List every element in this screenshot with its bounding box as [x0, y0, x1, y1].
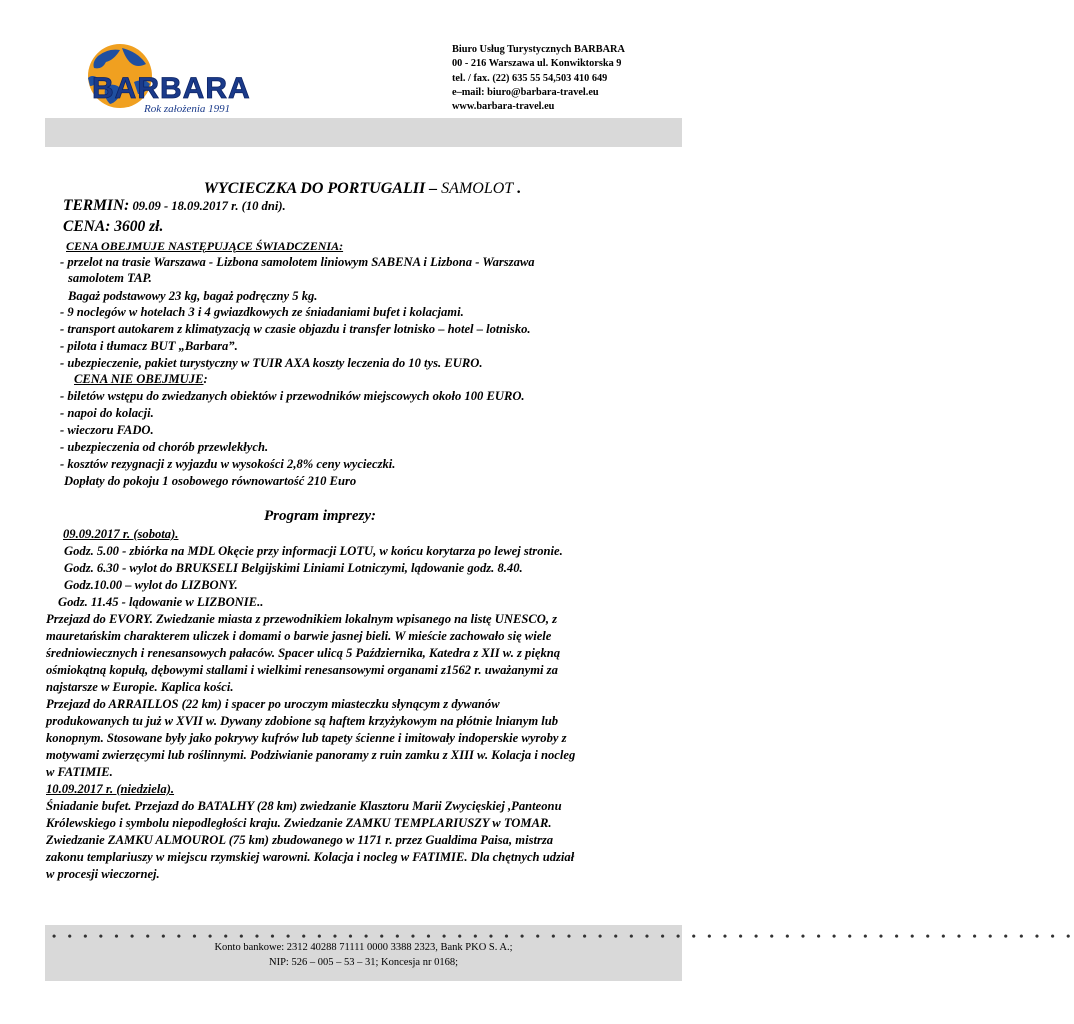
day1-line: Godz.10.00 – wylot do LIZBONY. — [64, 578, 238, 592]
day1-line: najstarsze w Europie. Kaplica kości. — [46, 680, 234, 694]
agency-website[interactable]: www.barbara-travel.eu — [452, 101, 555, 113]
day1-line: w FATIMIE. — [46, 765, 113, 779]
include-item: - 9 noclegów w hotelach 3 i 4 gwiazdkowych ze śniadaniami bufet i kolacjami. — [60, 305, 464, 319]
price: CENA: 3600 zł. — [63, 218, 164, 235]
day2-line: Zwiedzanie ZAMKU ALMOUROL (75 km) zbudowanego w 1171 r. przez Gualdima Paisa, mistrza — [46, 833, 554, 847]
day2-date: 10.09.2017 r. (niedziela). — [46, 782, 175, 796]
header-divider-bar — [45, 118, 682, 147]
agency-name: Biuro Usług Turystycznych BARBARA — [452, 44, 625, 55]
includes-header: CENA OBEJMUJE NASTĘPUJĄCE ŚWIADCZENIA: — [66, 239, 344, 253]
agency-phone: tel. / fax. (22) 635 55 54,503 410 649 — [452, 72, 608, 84]
day2-line: Królewskiego i symbolu niepodległości kraju. Zwiedzanie ZAMKU TEMPLARIUSZY w TOMAR. — [46, 816, 552, 830]
include-item: - pilota i tłumacz BUT „Barbara”. — [60, 339, 238, 353]
title-transport: SAMOLOT — [441, 180, 514, 197]
agency-contact — [452, 43, 625, 114]
day1-line: Przejazd do ARRAILLOS (22 km) i spacer po uroczym miasteczku słynącym z dywanów — [46, 697, 500, 711]
single-room-supplement: Dopłaty do pokoju 1 osobowego równowartość 210 Euro — [64, 474, 357, 488]
program-title: Program imprezy: — [263, 508, 377, 524]
day1-line: produkowanych tu już w XVII w. Dywany zdobione są haftem krzyżykowym na płótnie lnianym lub — [46, 714, 559, 728]
termin-value: 09.09 - 18.09.2017 r. (10 dni). — [129, 199, 286, 213]
include-item: - ubezpieczenie, pakiet turystyczny w TUIR AXA koszty leczenia do 10 tys. EURO. — [60, 356, 483, 370]
day1-line: Godz. 6.30 - wylot do BRUKSELI Belgijskimi Liniami Lotniczymi, lądowanie godz. 8.40. — [64, 561, 523, 575]
day2-line: w procesji wieczornej. — [46, 867, 160, 881]
agency-address: 00 - 216 Warszawa ul. Konwiktorska 9 — [452, 58, 622, 70]
barbara-logo — [62, 38, 272, 118]
footer-info — [45, 940, 682, 970]
logo-tagline: Rok założenia 1991 — [144, 103, 231, 115]
day1-line: Godz. 5.00 - zbiórka na MDL Okęcie przy informacji LOTU, w końcu korytarza po lewej stronie. — [64, 544, 563, 558]
include-item: Bagaż podstawowy 23 kg, bagaż podręczny 5 kg. — [68, 289, 318, 303]
day1-line: Przejazd do EVORY. Zwiedzanie miasta z przewodnikiem lokalnym wpisanego na listę UNESCO, z — [46, 612, 558, 626]
termin-line — [63, 198, 286, 214]
include-item: - transport autokarem z klimatyzacją w czasie objazdu i transfer lotnisko – hotel – lotnisko. — [60, 322, 531, 336]
day1-line: ośmiokątną kopułą, dębowymi stallami i wielkimi renesansowymi organami z1562 r. uważanymi za — [46, 663, 558, 677]
include-item: - przelot na trasie Warszawa - Lizbona samolotem liniowym SABENA i Lizbona - Warszawa — [60, 255, 535, 269]
footer-nip-license: NIP: 526 – 005 – 53 – 31; Koncesja nr 0168; — [269, 957, 458, 968]
exclude-item: - biletów wstępu do zwiedzanych obiektów i przewodników miejscowych około 100 EURO. — [60, 389, 525, 403]
footer-dot-divider: • • • • • • • • • • • • • • • • • • • • • • • • • • • • • • • • • • • • • • • • • • • • • • • • • • • • • • • • • • • • • • • • • • — [52, 929, 1074, 943]
exclude-item: - kosztów rezygnacji z wyjazdu w wysokości 2,8% ceny wycieczki. — [60, 457, 396, 471]
include-item: samolotem TAP. — [68, 271, 152, 285]
day1-line: mauretańskim charakterem uliczek i domami o barwie jasnej bieli. W mieście zachowało się wiele — [46, 629, 552, 643]
termin-label: TERMIN: — [63, 197, 130, 214]
day1-line: konopnym. Stosowane były jako pokrywy kufrów lub tapety ścienne i imitowały indoperskie wyroby z — [46, 731, 567, 745]
day1-line: średniowiecznych i renesansowych pałaców. Spacer ulicą 5 Października, Katedra z XII w. z piękną — [46, 646, 561, 660]
exclude-item: - ubezpieczenia od chorób przewlekłych. — [60, 440, 269, 454]
exclude-item: - napoi do kolacji. — [60, 406, 154, 420]
day2-line: Śniadanie bufet. Przejazd do BATALHY (28 km) zwiedzanie Klasztoru Marii Zwycięskiej ,Panteonu — [46, 799, 562, 813]
title-main: WYCIECZKA DO PORTUGALII – — [203, 180, 442, 197]
day1-line: motywami zwierzęcymi lub roślinnymi. Podziwianie panoramy z ruin zamku z XIII w. Kolacja i nocleg — [46, 748, 576, 762]
day1-line: Godz. 11.45 - lądowanie w LIZBONIE.. — [58, 595, 264, 609]
title-end: . — [513, 180, 522, 197]
agency-email[interactable]: e–mail: biuro@barbara-travel.eu — [452, 86, 599, 98]
page-title — [0, 180, 725, 198]
excludes-header: CENA NIE OBEJMUJE: — [74, 372, 208, 386]
logo-text: BARBARA — [92, 72, 251, 105]
footer-bank-account: Konto bankowe: 2312 40288 71111 0000 3388 2323, Bank PKO S. A.; — [214, 942, 513, 953]
day2-line: zakonu templariuszy w miejscu rzymskiej warowni. Kolacja i nocleg w FATIMIE. Dla chętnych udział — [46, 850, 575, 864]
day1-date: 09.09.2017 r. (sobota). — [63, 527, 179, 541]
exclude-item: - wieczoru FADO. — [60, 423, 154, 437]
